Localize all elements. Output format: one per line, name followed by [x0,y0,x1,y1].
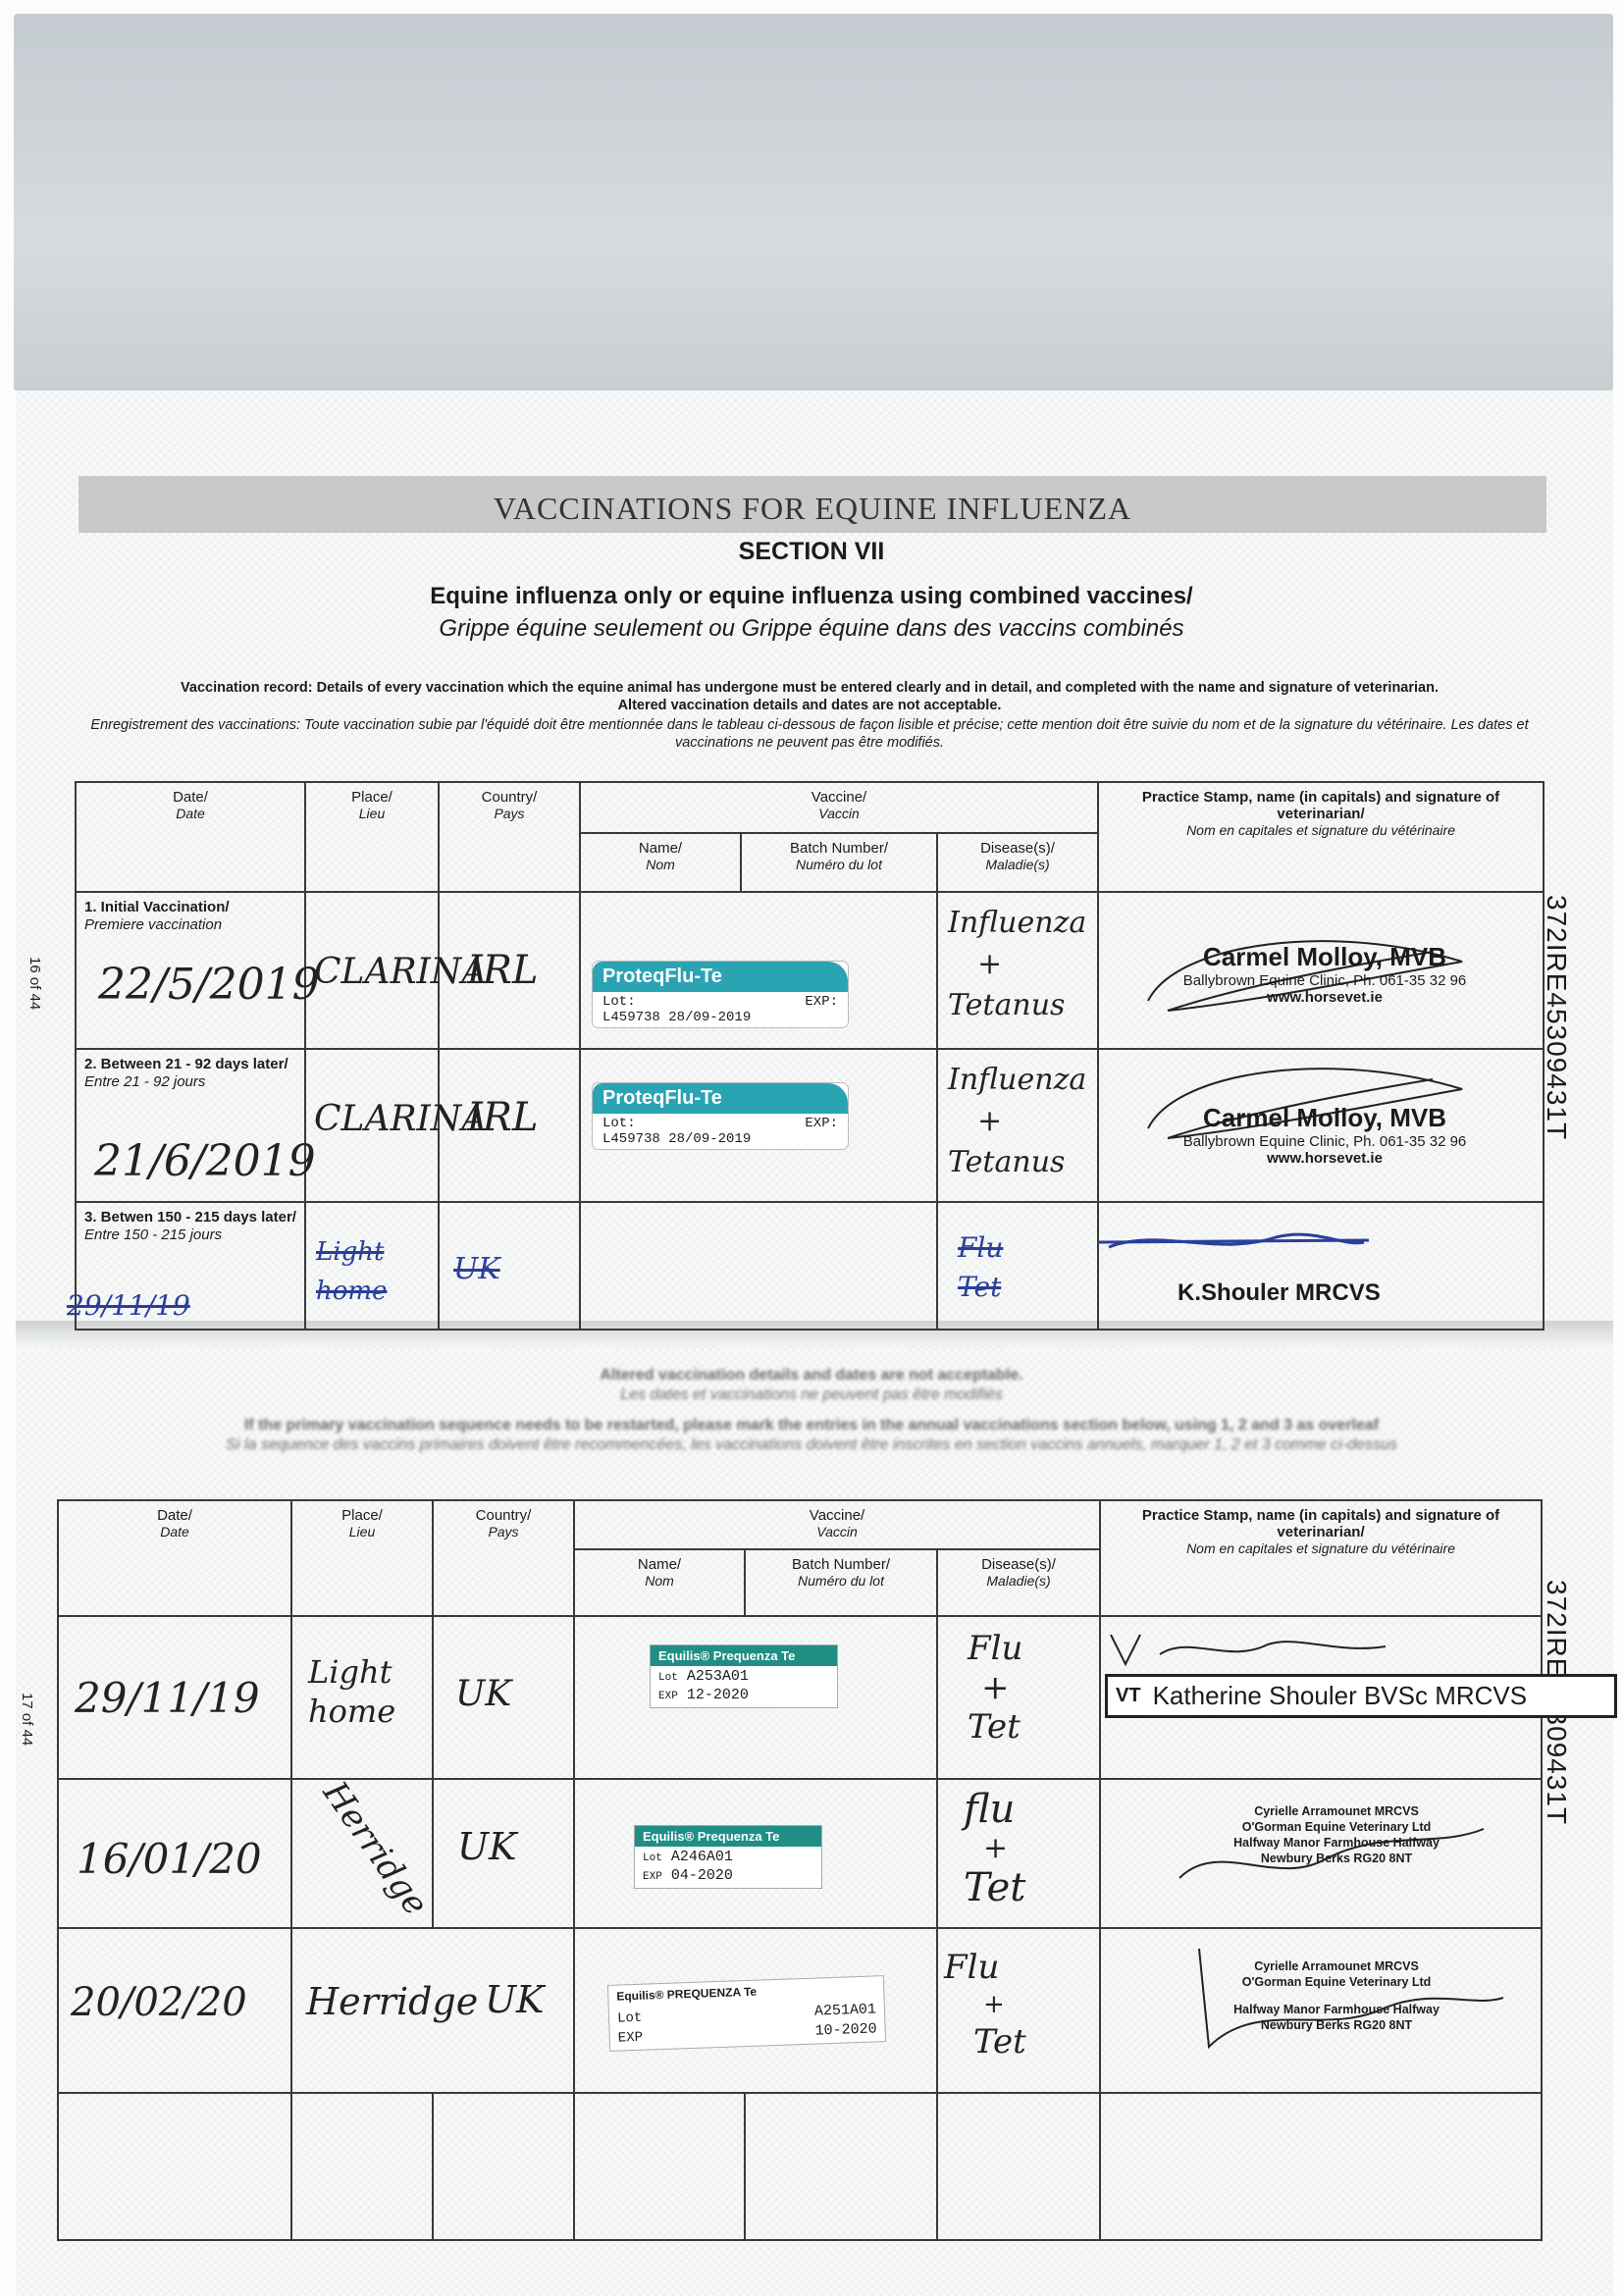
table-row [58,1928,1542,2093]
vaccine-lot-line [593,992,848,1027]
vet-stamp-name: K.Shouler MRCVS [1178,1279,1381,1306]
header-stamp-en: Practice Stamp, name (in capitals) and signature of veterinarian/ [1141,789,1500,822]
table-row [76,892,1544,1049]
handwritten-disease [944,1949,1026,2061]
signature-scribble [1160,1819,1493,1898]
handwritten-country: UK [455,1674,512,1714]
header-vaccine-en: Vaccine/ [809,1507,865,1524]
annual-3-stamp-cell [1100,1928,1542,2093]
row-2-stamp-cell [1098,1049,1544,1202]
vaccine-lot-line [609,1998,885,2051]
header-date [76,782,305,892]
handwritten-country: UK [457,1825,517,1868]
handwritten-date: 20/02/20 [71,1980,247,2025]
instructions-en-text: Vaccination record: Details of every vaccination which the equine animal has undergone must be entered clearly and in detail, and completed with the name and signature of veterinarian. [181,680,1439,696]
page-number-16: 16 of 44 [26,957,43,1011]
header-country-en: Country/ [481,789,538,806]
header-vaccine-en: Vaccine/ [811,789,867,806]
blurred-note-2: Les dates et vaccinations ne peuvent pas être modifiés [620,1386,1003,1403]
handwritten-disease [948,903,1086,1026]
header-stamp-en: Practice Stamp, name (in capitals) and signature of veterinarian/ [1141,1507,1500,1540]
annual-4-batch-cell [745,2093,937,2240]
disease-1: Influenza [948,906,1087,940]
table-row [58,1616,1542,1779]
header-batch-en: Batch Number/ [791,1556,891,1573]
annual-3-vaccine-cell [574,1928,937,2093]
vet-name: Cyrielle Arramounet MRCVS [1254,1959,1419,1973]
header-place-en: Place/ [341,1507,383,1524]
header-batch [741,833,937,892]
annual-vaccination-table [57,1499,1543,2241]
disease-2: Tet [958,1271,1002,1303]
disease-2: Tetanus [948,988,1066,1022]
header-stamp [1098,782,1544,892]
lot-number: L459738 [602,1131,660,1147]
blurred-note-4: Si la sequence des vaccins primaires doivent être recommencées, les vaccinations doivent être inscrites en section vaccins annuels, marquer 1, 2 et 3 comme ci-dessus [226,1436,1397,1453]
header-name-fr: Nom [646,857,675,872]
disease-1: Flu [958,1231,1004,1264]
vaccine-brand: ProteqFlu-Te [593,1083,848,1114]
annual-2-country-cell [433,1779,574,1928]
header-disease-fr: Maladie(s) [986,1573,1051,1589]
instructions-en [69,679,1550,714]
struck-country: UK [453,1252,500,1286]
annual-3-place-country-cell [291,1928,574,2093]
row-2-place-cell [305,1049,488,1202]
vaccine-sticker [634,1825,822,1889]
vet-stamp [1105,1674,1617,1718]
header-place-en: Place/ [351,789,393,806]
header-name-en: Name/ [638,840,683,857]
instructions-en-text-2: Altered vaccination details and dates are not acceptable. [617,698,1002,713]
lot-label: Lot [658,1672,678,1684]
lot-number: A251A01 [813,2001,877,2020]
header-vaccine [574,1500,1100,1549]
header-batch-en: Batch Number/ [789,840,889,857]
lot-number: A253A01 [686,1668,749,1685]
exp-label: EXP [643,1871,662,1883]
handwritten-date: 29/11/19 [75,1674,260,1722]
annual-1-date-cell [58,1616,291,1779]
vet-clinic: Ballybrown Equine Clinic, Ph. 061-35 32 96 [1182,1133,1467,1150]
table-row [58,1779,1542,1928]
header-batch-fr: Numéro du lot [796,857,882,872]
annual-4-date-cell [58,2093,291,2240]
vet-stamp [1158,1103,1492,1167]
annual-1-place-cell [291,1616,433,1779]
exp-label: EXP: [805,1116,838,1131]
struck-date: 29/11/19 [67,1289,190,1322]
subtitle-en: Equine influenza only or equine influenza using combined vaccines/ [430,583,1193,609]
disease-1: flu [964,1787,1016,1832]
blurred-note-1: Altered vaccination details and dates are not acceptable. [600,1367,1023,1383]
signature-scribble [1179,1939,1513,2066]
page-number-17: 17 of 44 [19,1693,35,1747]
row-1-disease-cell [937,892,1098,1049]
header-country [439,782,580,892]
vet-address-1: Halfway Manor Farmhouse Halfway [1233,2003,1440,2016]
table-row [76,1202,1544,1330]
annual-4-name-cell [574,2093,745,2240]
header-place-fr: Lieu [348,1524,376,1539]
row-2-date-cell [76,1049,316,1202]
row-3-place-cell [305,1202,439,1330]
vet-stamp [1158,942,1492,1006]
row-2-disease-cell [937,1049,1098,1202]
handwritten-disease [948,1060,1086,1183]
lot-label: Lot: [602,1116,636,1131]
header-date-fr: Date [176,806,205,821]
header-stamp-fr: Nom en capitales et signature du vétérinaire [1186,1540,1455,1556]
disease-2: Tetanus [948,1145,1066,1179]
vet-website: www.horsevet.ie [1267,1150,1383,1167]
header-country [433,1500,574,1616]
annual-2-place-cell [291,1774,436,1928]
header-disease [937,1549,1100,1616]
vaccine-sticker [593,1083,848,1149]
header-stamp-fr: Nom en capitales et signature du vétérinaire [1186,822,1455,838]
vaccine-sticker [593,962,848,1027]
header-date-fr: Date [160,1524,189,1539]
scanner-background [14,14,1613,391]
row-label-fr: Entre 150 - 215 jours [84,1226,223,1243]
row-label-en: 1. Initial Vaccination/ [84,899,230,915]
header-date [58,1500,291,1616]
handwritten-date: 21/6/2019 [94,1136,316,1186]
handwritten-place: CLARINA [314,952,488,992]
vet-practice: O'Gorman Equine Veterinary Ltd [1241,1820,1432,1834]
annual-4-stamp-cell [1100,2093,1542,2240]
vaccine-lot-line [593,1114,848,1149]
row-1-place-cell [305,892,488,1049]
vt-logo-icon: VT [1116,1685,1141,1706]
lot-label: Lot: [602,994,636,1010]
header-place [305,782,439,892]
disease-plus: + [977,1104,1003,1138]
vet-clinic: Ballybrown Equine Clinic, Ph. 061-35 32 96 [1182,972,1467,989]
exp-date: 12-2020 [686,1687,749,1703]
vaccine-lot-line [651,1666,837,1707]
annual-2-date-cell [58,1779,291,1928]
exp-label: EXP [617,2029,644,2047]
instructions-fr: Enregistrement des vaccinations: Toute vaccination subie par l'équidé doit être mentionnée dans le tableau ci-dessous de façon lisible et précise; cette mention doit être suivie du nom et de la signature du vétérinaire. Les dates et vaccinations ne peuvent pas être modifiés. [90,717,1529,751]
header-name [574,1549,745,1616]
header-country-fr: Pays [488,1524,519,1539]
vaccine-brand: Equilis® Prequenza Te [635,1826,821,1847]
annual-4-disease-cell [937,2093,1100,2240]
header-stamp [1100,1500,1542,1616]
header-disease-en: Disease(s)/ [981,1556,1056,1573]
subtitle-fr: Grippe équine seulement ou Grippe équine dans des vaccins combinés [439,615,1184,642]
header-place-fr: Lieu [358,806,386,821]
exp-date: 04-2020 [670,1867,733,1884]
handwritten-place: Herridge [306,1980,479,2023]
disease-plus: + [983,1990,1005,2019]
exp-date: 10-2020 [814,2020,877,2040]
handwritten-date: 22/5/2019 [98,960,320,1010]
vet-website: www.horsevet.ie [1267,989,1383,1006]
exp-label: EXP: [805,994,838,1010]
row-3-vaccine-cell [580,1202,937,1330]
lot-label: Lot [643,1852,662,1864]
header-date-en: Date/ [157,1507,192,1524]
row-3-date-cell [67,1202,305,1330]
disease-plus: + [977,947,1003,981]
row-label [84,1209,296,1244]
disease-1: Flu [968,1629,1023,1668]
annual-4-place-cell [291,2093,433,2240]
lot-number: A246A01 [670,1849,733,1865]
annual-3-disease-cell [937,1928,1100,2093]
struck-place: Light home [316,1237,388,1306]
section-banner: VACCINATIONS FOR EQUINE INFLUENZA [79,476,1546,533]
row-2-country-cell [439,1049,580,1202]
lot-label: Lot [616,2009,643,2027]
vaccine-brand: Equilis® Prequenza Te [651,1645,837,1666]
header-vaccine [580,782,1098,833]
header-disease-fr: Maladie(s) [985,857,1050,872]
row-label-fr: Entre 21 - 92 jours [84,1073,206,1090]
primary-vaccination-table [67,781,1544,1331]
handwritten-place: Light home [308,1653,396,1730]
header-country-en: Country/ [475,1507,532,1524]
disease-plus: + [983,1831,1009,1865]
table-row [76,1049,1544,1202]
handwritten-place: CLARINA [314,1099,488,1139]
row-3-country-cell [439,1202,580,1330]
header-date-en: Date/ [173,789,208,806]
handwritten-place: Herridge [315,1774,436,1923]
row-label-fr: Premiere vaccination [84,916,223,933]
header-vaccine-fr: Vaccin [818,806,860,821]
vet-practice: O'Gorman Equine Veterinary Ltd [1241,1975,1432,1989]
disease-plus: + [981,1668,1010,1707]
exp-date: 28/09-2019 [668,1131,752,1147]
disease-2: Tet [968,1707,1021,1747]
row-1-country-cell [439,892,580,1049]
annual-2-vaccine-cell [574,1779,937,1928]
annual-1-disease-cell [937,1616,1100,1779]
exp-label: EXP [658,1691,678,1702]
disease-1: Flu [944,1948,1000,1987]
header-vaccine-fr: Vaccin [816,1524,858,1539]
header-name-fr: Nom [645,1573,674,1589]
vet-name: Cyrielle Arramounet MRCVS [1254,1804,1419,1818]
section-title: SECTION VII [738,538,885,565]
annual-3-date-cell [58,1928,291,2093]
row-3-disease-cell [937,1202,1098,1330]
row-label [84,1056,296,1091]
exp-date: 28/09-2019 [668,1010,752,1025]
lot-number: L459738 [602,1010,660,1025]
annual-1-country-cell [433,1616,574,1779]
blurred-note-3: If the primary vaccination sequence needs to be restarted, please mark the entries in the annual vaccinations section below, using 1, 2 and 3 as overleaf [243,1417,1380,1434]
vaccine-brand: Equilis® PREQUENZA Te [616,1984,758,2004]
disease-2: Tet [973,2022,1026,2061]
annual-1-vaccine-cell [574,1616,937,1779]
disease-1: Influenza [948,1063,1087,1097]
handwritten-disease [964,1787,1026,1910]
handwritten-country: IRL [467,948,539,993]
disease-2: Tet [964,1865,1026,1910]
handwritten-country: UK [485,1978,545,2021]
handwritten-country: IRL [467,1095,539,1140]
handwritten-date: 16/01/20 [77,1835,262,1883]
row-1-vaccine-cell [580,892,937,1049]
annual-2-stamp-cell [1100,1779,1542,1928]
header-country-fr: Pays [494,806,525,821]
vaccine-brand: ProteqFlu-Te [593,962,848,992]
annual-4-country-cell [433,2093,574,2240]
row-1-stamp-cell [1098,892,1544,1049]
annual-1-stamp-cell [1100,1616,1542,1779]
vaccine-lot-line [635,1847,821,1888]
vet-name: Carmel Molloy, MVB [1203,942,1447,971]
vaccine-sticker [650,1644,838,1708]
header-place [291,1500,433,1616]
header-batch-fr: Numéro du lot [798,1573,884,1589]
struck-disease [958,1228,1003,1307]
row-label-en: 3. Betwen 150 - 215 days later/ [84,1209,296,1226]
header-name-en: Name/ [637,1556,682,1573]
row-label-en: 2. Between 21 - 92 days later/ [84,1056,288,1072]
header-batch [745,1549,937,1616]
vet-address-1: Halfway Manor Farmhouse Halfway [1233,1836,1440,1850]
vaccine-sticker [607,1975,886,2052]
vet-address-2: Newbury Berks RG20 8NT [1260,2018,1413,2032]
signature-scribble [1101,1625,1395,1674]
vet-name: Katherine Shouler BVSc MRCVS [1152,1681,1528,1710]
header-disease [937,833,1098,892]
handwritten-disease [968,1629,1022,1747]
header-disease-en: Disease(s)/ [980,840,1055,857]
table-row [58,2093,1542,2240]
vet-name: Carmel Molloy, MVB [1203,1103,1447,1132]
annual-2-disease-cell [937,1779,1100,1928]
row-3-stamp-cell [1098,1202,1544,1330]
vet-address-2: Newbury Berks RG20 8NT [1260,1852,1413,1865]
header-name [580,833,741,892]
row-1-date-cell [76,892,320,1049]
struck-signature [1099,1223,1374,1262]
row-label [84,899,296,934]
row-2-vaccine-cell [580,1049,937,1202]
passport-id-top: 372IRE45309431T [1542,895,1572,1141]
